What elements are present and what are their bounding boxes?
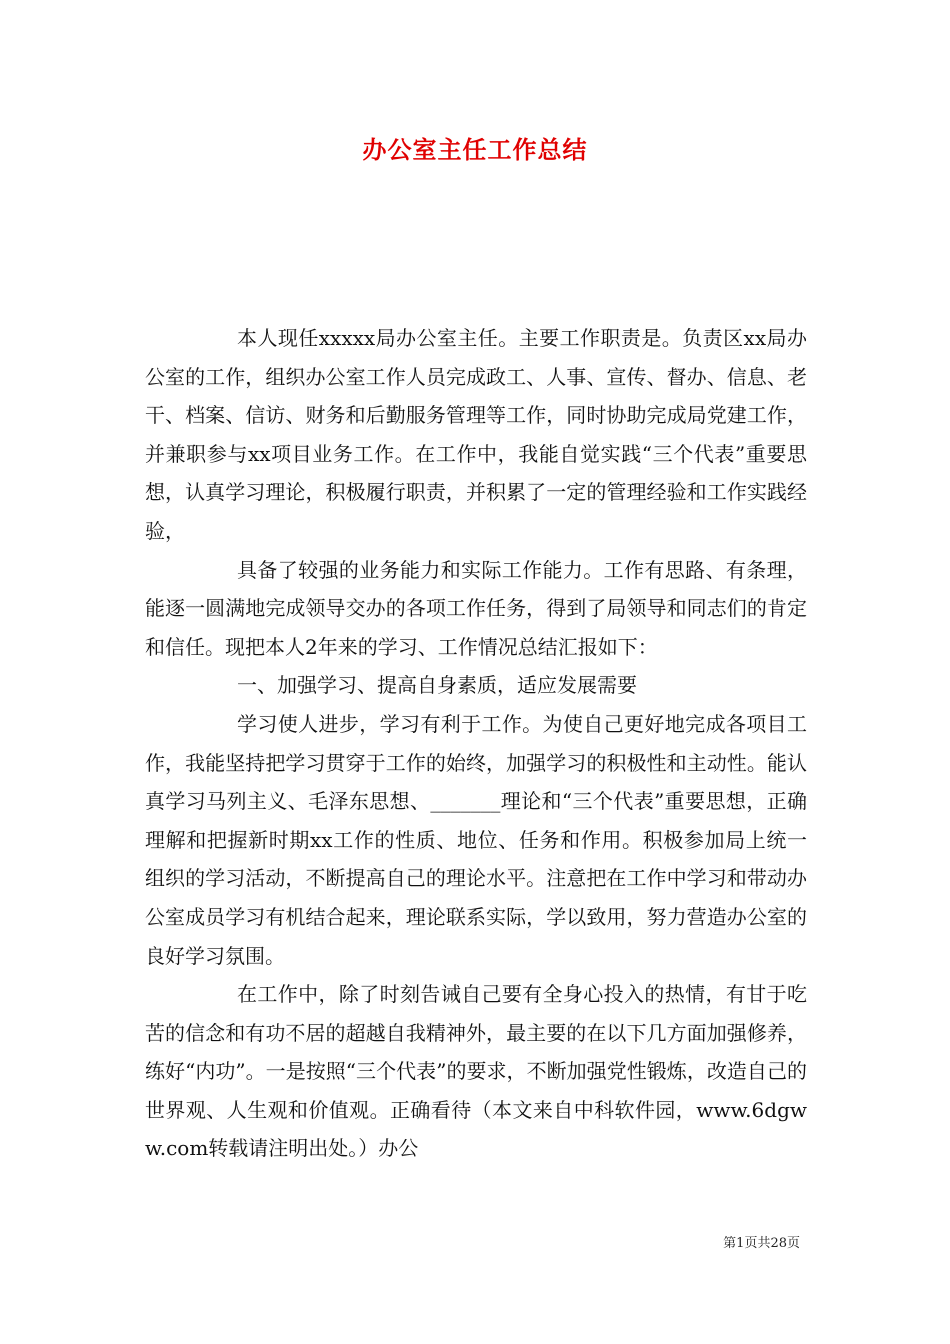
document-title: 办公室主任工作总结 [362,136,588,164]
paragraph-2: 具备了较强的业务能力和实际工作能力。工作有思路、有条理，能逐一圆满地完成领导交办的各项工作任务，得到了局领导和同志们的肯定和信任。现把本人2年来的学习、工作情况总结汇报如下： [145,557,807,659]
paragraph-1: 本人现任xxxxx局办公室主任。主要工作职责是。负责区xx局办公室的工作，组织办公室工作人员完成政工、人事、宣传、督办、信息、老干、档案、信访、财务和后勤服务管理等工作，同时协助完成局党建工作，并兼职参与xx项目业务工作。在工作中，我能自觉实践“三个代表”重要思想，认真学习理论，积极履行职责，并积累了一定的管理经验和工作实践经验， [145,326,807,543]
section-heading-1: 一、加强学习、提高自身素质，适应发展需要 [237,673,637,698]
document-body [145,319,807,1168]
page-number-footer: 第1页共28页 [723,1236,800,1251]
paragraph-3: 学习使人进步，学习有利于工作。为使自己更好地完成各项目工作，我能坚持把学习贯穿于工作的始终，加强学习的积极性和主动性。能认真学习马列主义、毛泽东思想、_______理论和“三个代表”重要思想，正确理解和把握新时期xx工作的性质、地位、任务和作用。积极参加局上统一组织的学习活动，不断提高自己的理论水平。注意把在工作中学习和带动办公室成员学习有机结合起来，理论联系实际，学以致用，努力营造办公室的良好学习氛围。 [145,711,807,968]
paragraph-4: 在工作中，除了时刻告诫自己要有全身心投入的热情，有甘于吃苦的信念和有功不居的超越自我精神外，最主要的在以下几方面加强修养，练好“内功”。一是按照“三个代表”的要求，不断加强党性锻炼，改造自己的世界观、人生观和价值观。正确看待（本文来自中科软件园，www.6dgww.com转载请注明出处。）办公 [145,982,807,1161]
